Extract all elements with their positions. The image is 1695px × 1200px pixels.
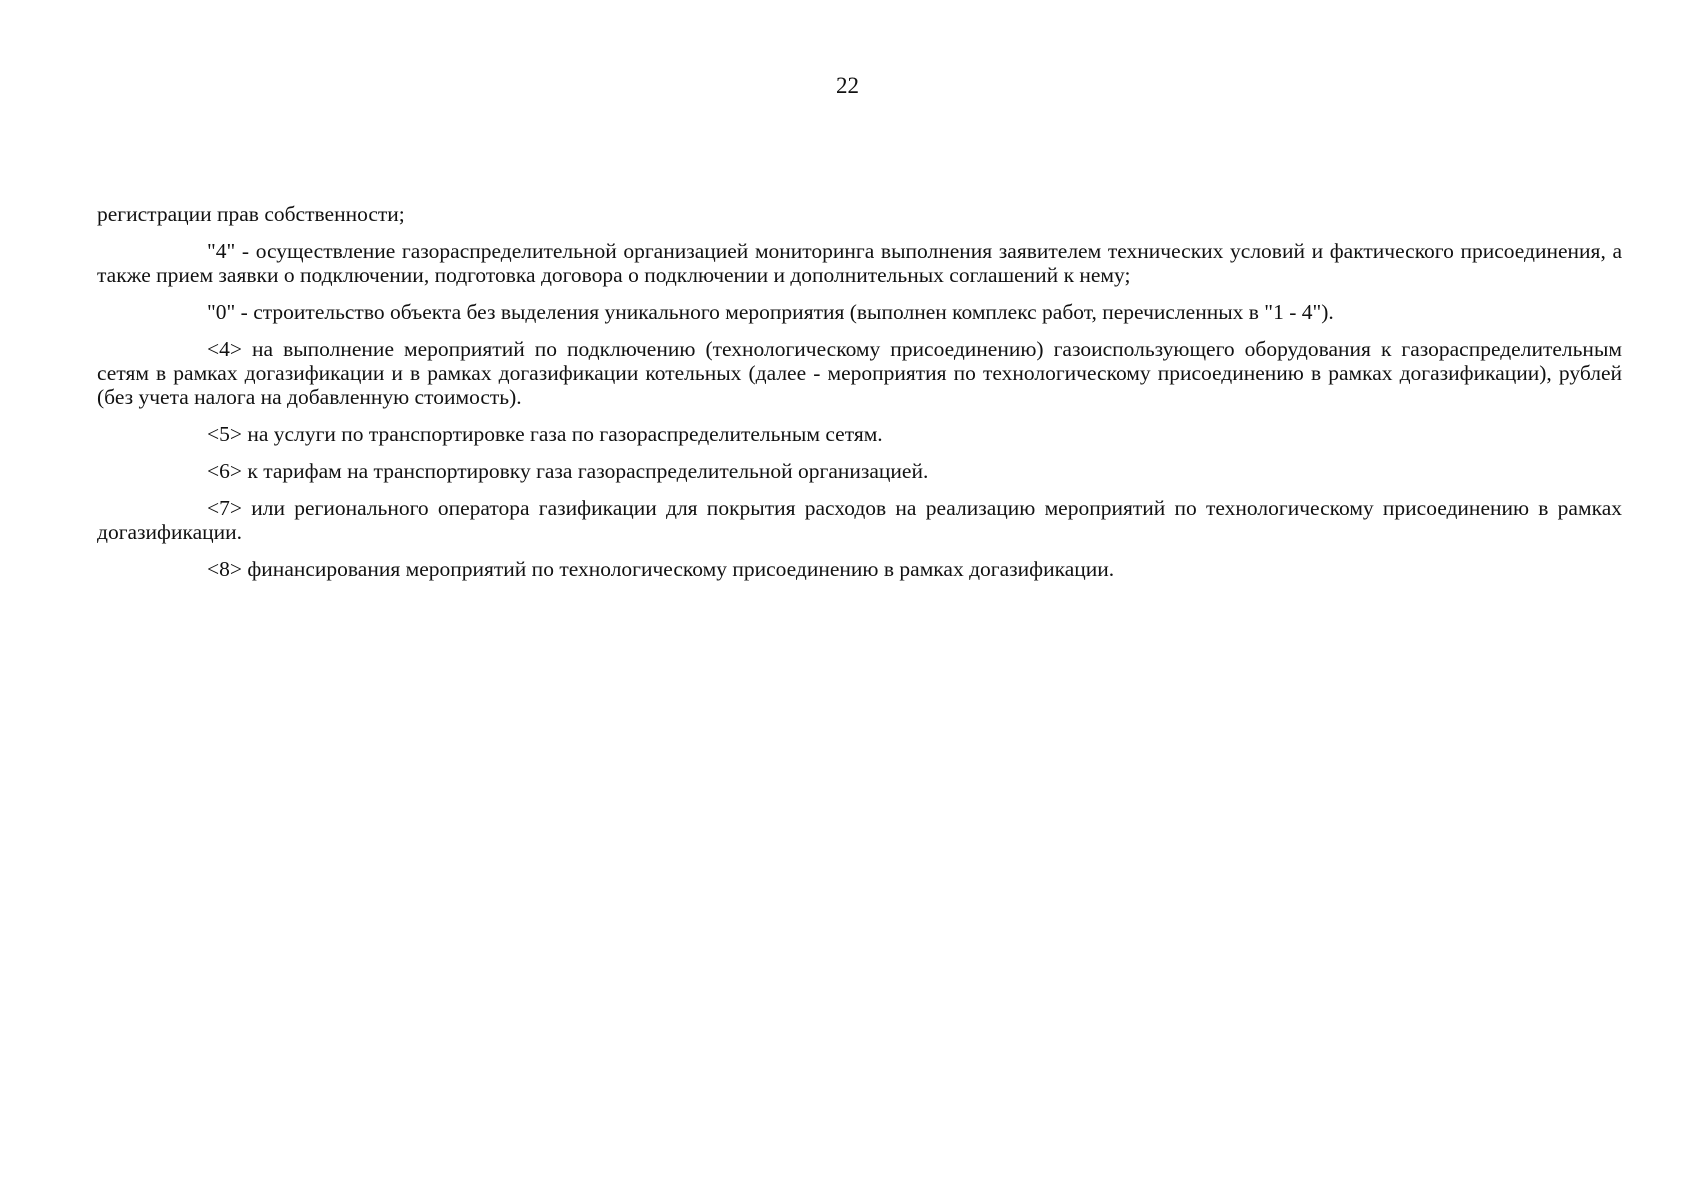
page-number: 22: [836, 73, 859, 98]
document-body: [97, 202, 1622, 594]
paragraph-continuation: регистрации прав собственности;: [97, 202, 405, 226]
footnote-7: <7> или регионального оператора газификации для покрытия расходов на реализацию мероприятий по технологическому присоединению в рамках догазификации.: [97, 496, 1622, 544]
footnote-4: <4> на выполнение мероприятий по подключению (технологическому присоединению) газоиспользующего оборудования к газораспределительным сетям в рамках догазификации и в рамках догазификации котельных (далее - мероприятия по технологическому присоединению в рамках догазификации), рублей (без учета налога на добавленную стоимость).: [97, 337, 1622, 409]
footnote-6: <6> к тарифам на транспортировку газа газораспределительной организацией.: [207, 459, 929, 483]
footnote-5: <5> на услуги по транспортировке газа по газораспределительным сетям.: [207, 422, 883, 446]
paragraph-code-4: "4" - осуществление газораспределительной организацией мониторинга выполнения заявителем технических условий и фактического присоединения, а также прием заявки о подключении, подготовка договора о подключении и дополнительных соглашений к нему;: [97, 239, 1622, 287]
footnote-8: <8> финансирования мероприятий по технологическому присоединению в рамках догазификации.: [207, 557, 1115, 581]
paragraph-code-0: "0" - строительство объекта без выделения уникального мероприятия (выполнен комплекс работ, перечисленных в "1 - 4").: [207, 300, 1334, 324]
